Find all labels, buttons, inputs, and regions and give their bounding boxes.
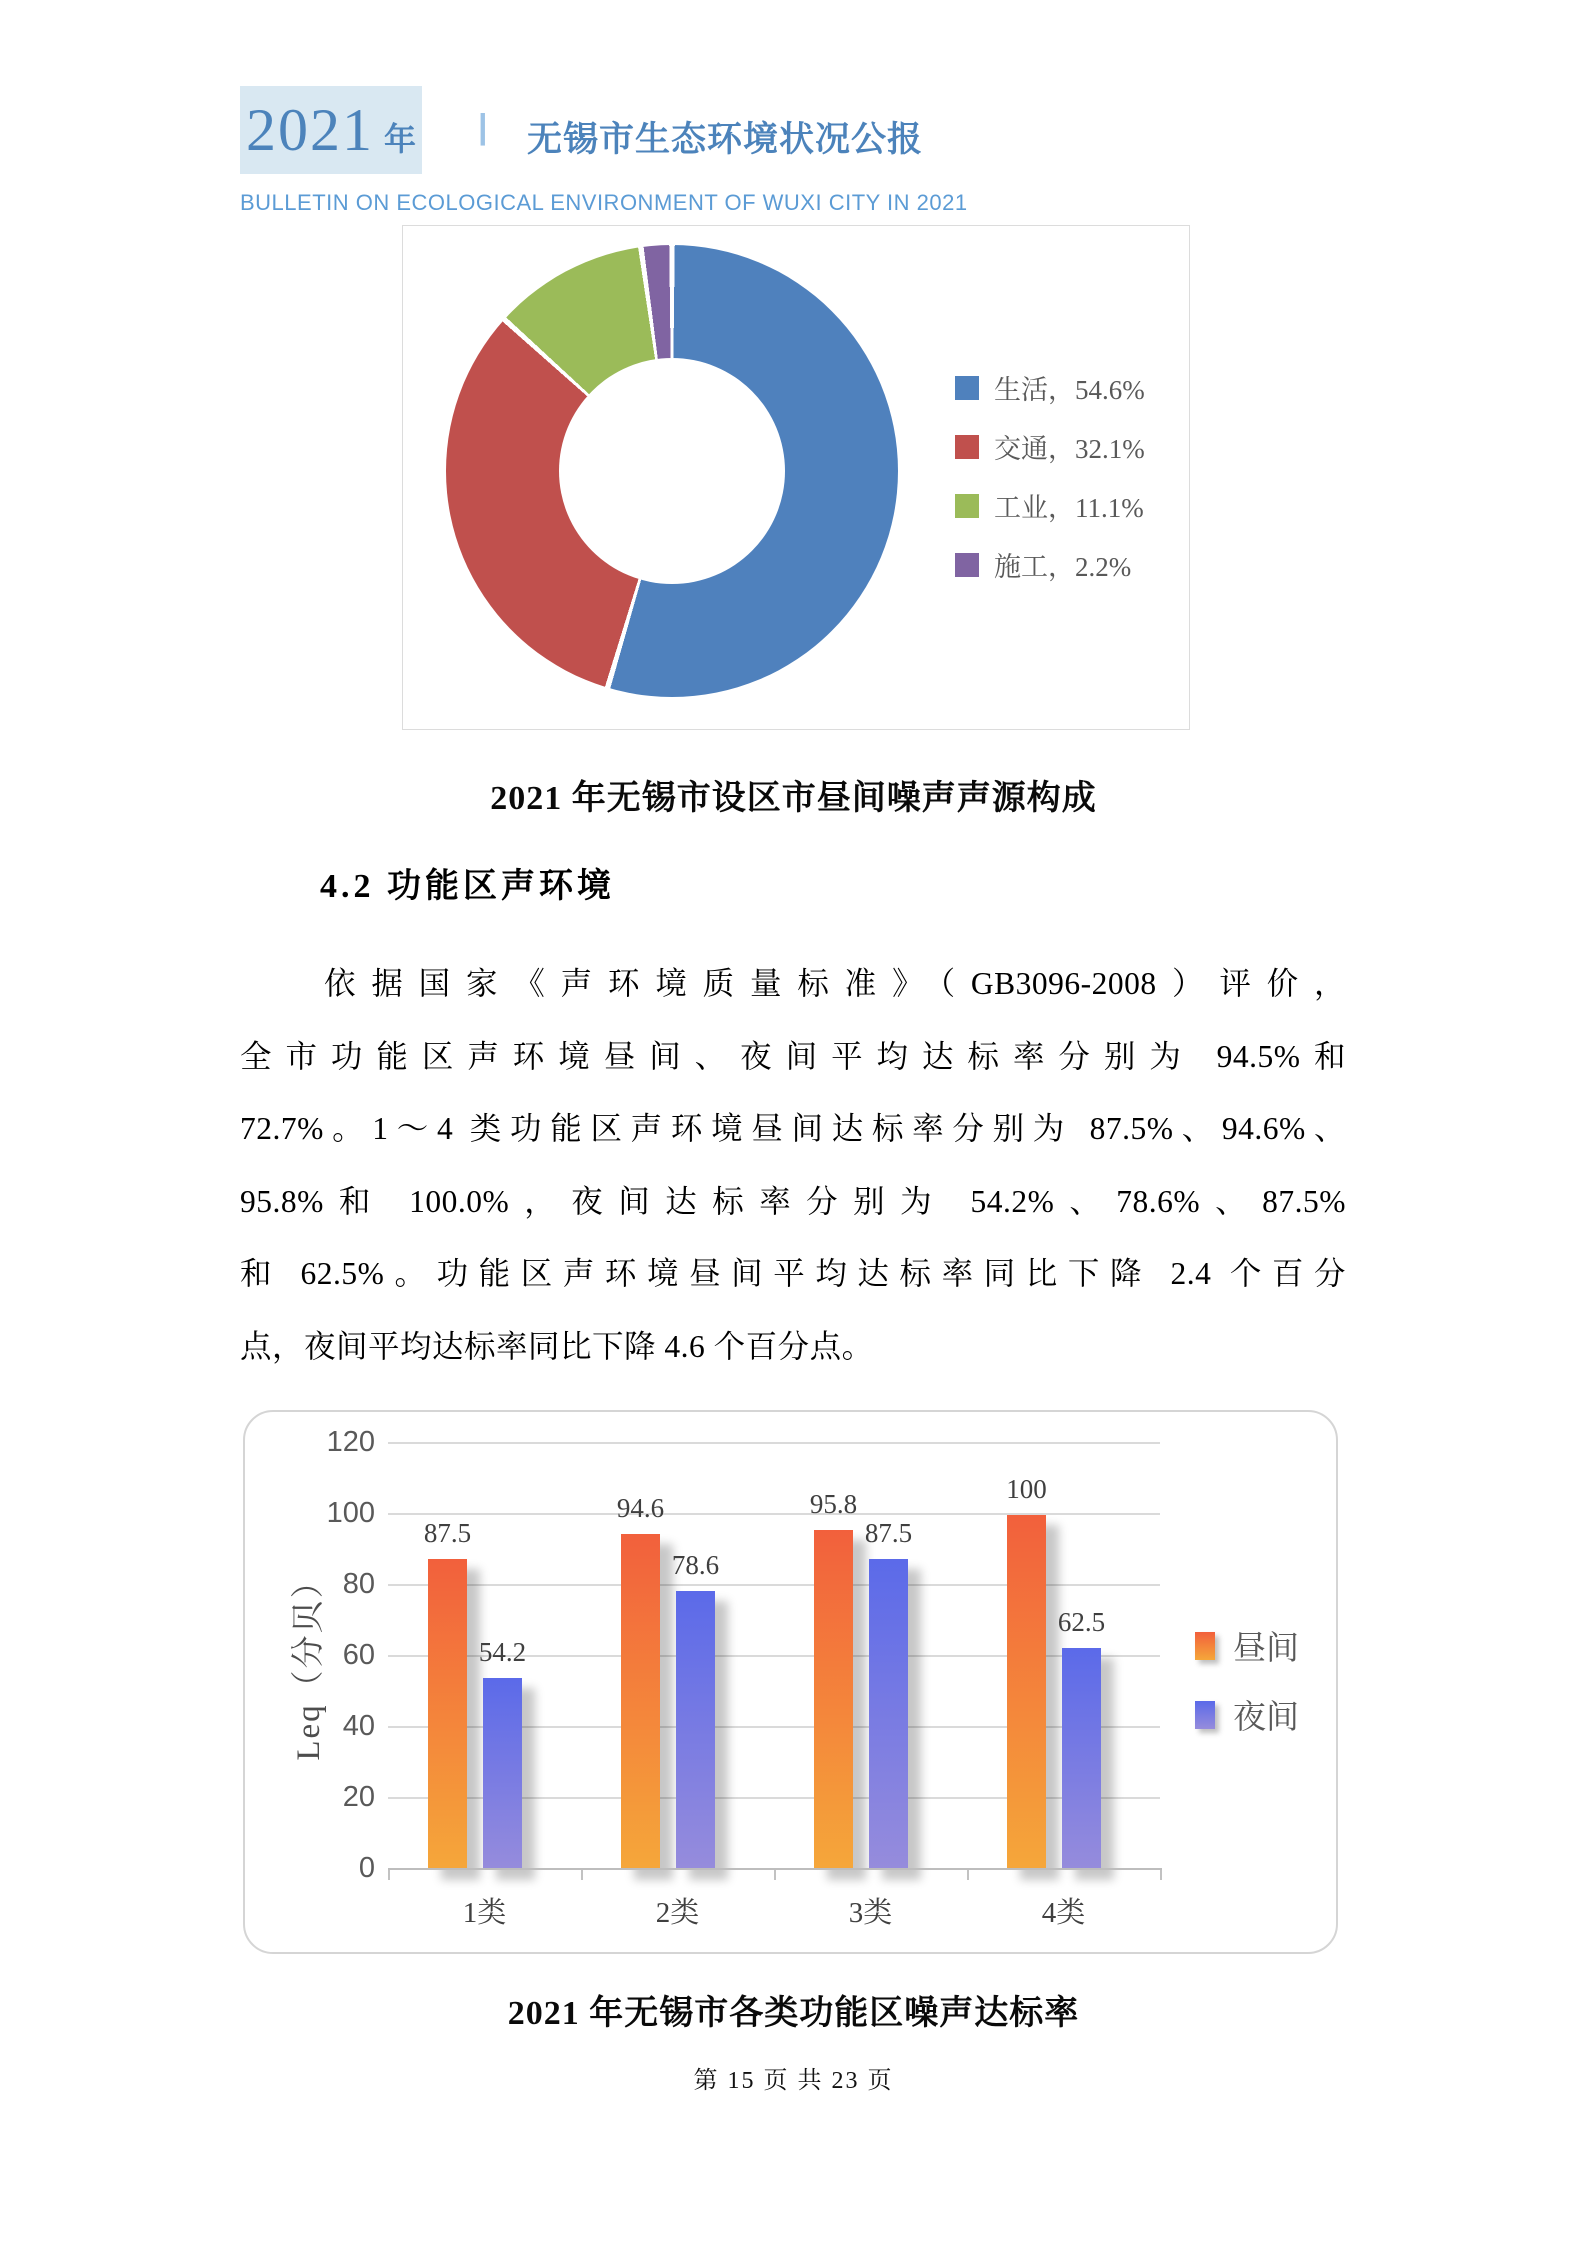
bar-value-label: 78.6 bbox=[671, 1549, 720, 1580]
paragraph-line: 全市功能区声环境昼间、夜间平均达标率分别为 94.5%和 bbox=[240, 1038, 1346, 1074]
bar-value-label: 95.8 bbox=[809, 1488, 858, 1519]
x-category-label-1类: 1类 bbox=[462, 1897, 507, 1929]
paragraph-line: 依据国家《声环境质量标准》（GB3096-2008）评价， bbox=[324, 966, 1346, 1001]
figure2-title: 2021 年无锡市各类功能区噪声达标率 bbox=[507, 1995, 1080, 2032]
pie-legend-item-交通 bbox=[955, 433, 1145, 464]
pie-legend-item-施工 bbox=[955, 551, 1145, 582]
header-title-cn: 无锡市生态环境状况公报 bbox=[527, 120, 924, 159]
gridline-120 bbox=[388, 1442, 1160, 1444]
donut-chart bbox=[446, 245, 898, 697]
header-year: 2021 bbox=[245, 97, 374, 163]
section-heading: 4.2 功能区声环境 bbox=[320, 868, 615, 905]
noise-source-pie-panel bbox=[402, 225, 1190, 730]
bar-legend bbox=[1195, 1622, 1299, 1738]
donut-hole bbox=[559, 358, 785, 584]
paragraph-line: 点，夜间平均达标率同比下降 4.6 个百分点。 bbox=[240, 1328, 874, 1364]
header-year-suffix: 年 bbox=[383, 121, 416, 157]
bar-legend-label: 昼间 bbox=[1233, 1631, 1299, 1667]
pie-legend-item-工业 bbox=[955, 492, 1145, 523]
y-tick-label: 120 bbox=[326, 1426, 375, 1458]
bar-夜间-3类 bbox=[869, 1559, 908, 1870]
body-paragraph bbox=[240, 948, 1346, 1383]
legend-swatch-icon bbox=[955, 376, 979, 400]
x-axis-tick bbox=[1160, 1870, 1162, 1880]
bar-value-label: 54.2 bbox=[478, 1636, 527, 1667]
functional-zone-bar-panel bbox=[243, 1410, 1338, 1954]
x-axis-tick bbox=[967, 1870, 969, 1880]
pie-legend-label: 生活，54.6% bbox=[994, 375, 1145, 405]
bar-昼间-4类 bbox=[1007, 1515, 1046, 1870]
pie-legend-label: 工业，11.1% bbox=[994, 493, 1144, 523]
bar-value-label: 100 bbox=[1006, 1474, 1047, 1504]
bar-value-label: 87.5 bbox=[864, 1518, 913, 1549]
header-title-en: BULLETIN ON ECOLOGICAL ENVIRONMENT OF WUXI CITY IN 2021 bbox=[240, 190, 968, 215]
paragraph-line: 和 62.5%。功能区声环境昼间平均达标率同比下降 2.4 个百分 bbox=[240, 1256, 1346, 1291]
y-tick-label: 40 bbox=[342, 1710, 375, 1742]
paragraph-line: 95.8%和 100.0%，夜间达标率分别为 54.2%、78.6%、87.5% bbox=[240, 1183, 1346, 1219]
x-axis-tick bbox=[581, 1870, 583, 1880]
legend-swatch-icon bbox=[955, 435, 979, 459]
bar-夜间-1类 bbox=[483, 1678, 522, 1870]
bar-legend-item-夜间 bbox=[1195, 1691, 1299, 1738]
bar-value-label: 87.5 bbox=[423, 1518, 472, 1549]
legend-swatch-icon bbox=[955, 553, 979, 577]
header-separator: | bbox=[478, 108, 488, 146]
bar-chart-y-axis-label: Leq（分贝） bbox=[291, 1563, 327, 1761]
bar-value-label: 62.5 bbox=[1057, 1607, 1106, 1638]
x-category-label-2类: 2类 bbox=[655, 1897, 700, 1929]
legend-swatch-icon bbox=[1195, 1632, 1215, 1660]
x-category-label-4类: 4类 bbox=[1041, 1897, 1086, 1929]
bar-legend-item-昼间 bbox=[1195, 1622, 1299, 1669]
bar-value-label: 94.6 bbox=[616, 1493, 665, 1524]
bar-legend-label: 夜间 bbox=[1233, 1700, 1299, 1736]
y-tick-label: 60 bbox=[342, 1639, 375, 1671]
pie-legend bbox=[955, 374, 1145, 582]
legend-swatch-icon bbox=[955, 494, 979, 518]
bar-chart-plot-area bbox=[388, 1444, 1160, 1870]
header-year-highlight bbox=[240, 86, 422, 174]
figure1-title: 2021 年无锡市设区市昼间噪声声源构成 bbox=[490, 780, 1097, 817]
legend-swatch-icon bbox=[1195, 1701, 1215, 1729]
y-tick-label: 100 bbox=[326, 1497, 375, 1529]
pie-legend-item-生活 bbox=[955, 374, 1145, 405]
pie-legend-label: 交通，32.1% bbox=[994, 434, 1145, 464]
bar-夜间-4类 bbox=[1062, 1648, 1101, 1870]
paragraph-line: 72.7%。1～4 类功能区声环境昼间达标率分别为 87.5%、94.6%、 bbox=[240, 1111, 1346, 1146]
bar-昼间-1类 bbox=[428, 1559, 467, 1870]
y-tick-label: 20 bbox=[342, 1781, 375, 1813]
x-axis-tick bbox=[388, 1870, 390, 1880]
bar-昼间-3类 bbox=[814, 1530, 853, 1870]
bar-昼间-2类 bbox=[621, 1534, 660, 1870]
y-tick-label: 80 bbox=[342, 1568, 375, 1600]
x-category-label-3类: 3类 bbox=[848, 1897, 893, 1929]
page-footer: 第 15 页 共 23 页 bbox=[693, 2068, 894, 2094]
x-axis-tick bbox=[774, 1870, 776, 1880]
bar-夜间-2类 bbox=[676, 1591, 715, 1870]
pie-legend-label: 施工，2.2% bbox=[994, 552, 1132, 582]
y-tick-label: 0 bbox=[358, 1852, 375, 1884]
